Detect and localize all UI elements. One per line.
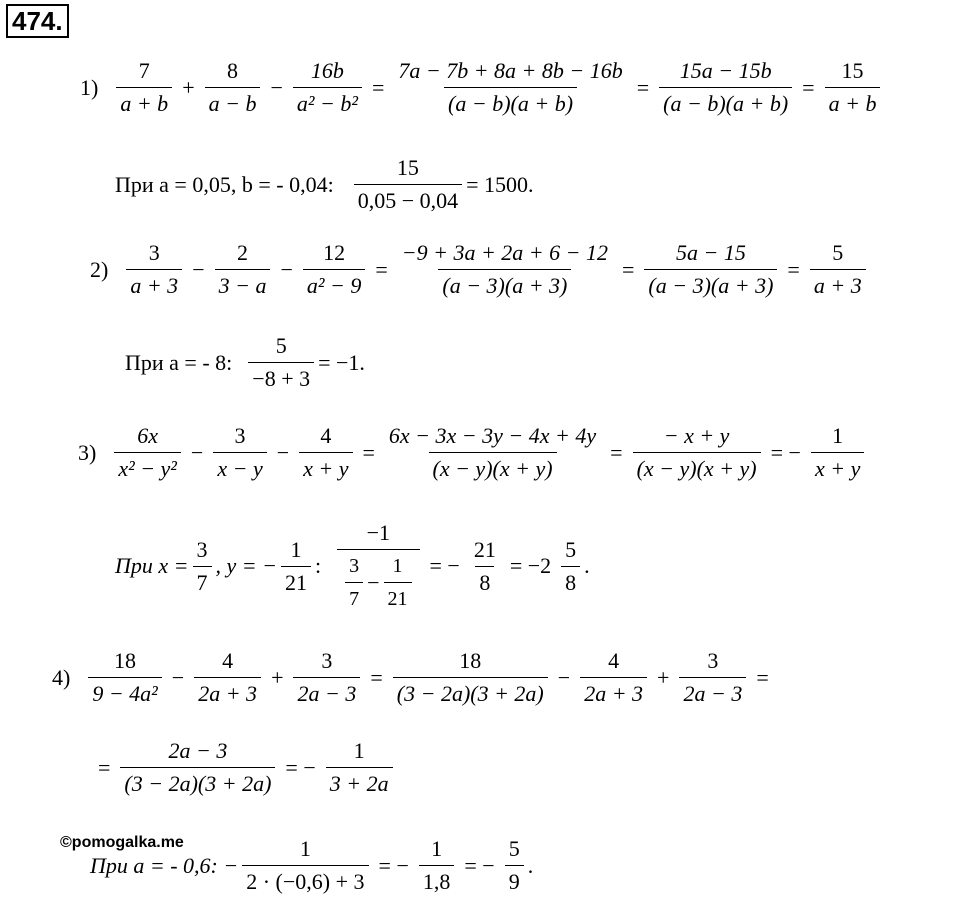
complex-fraction: −1 $\frac{3}{7}$ − $\frac{1}{21}$ (337, 520, 419, 612)
fraction: $\frac{5}{-8 + 3}$ (248, 333, 314, 392)
fraction: $\frac{5a - 15}{(a - 3)(a + 3)}$ (644, 240, 777, 299)
problem-2-label: 2) (90, 256, 109, 282)
problem-number: 474. (6, 4, 69, 38)
fraction: $\frac{2}{3 - a}$ (215, 240, 271, 299)
problem-4-continuation: = $\frac{2a - 3}{(3 - 2a)(3 + 2a)}$ = − $\frac{1}{3 + 2a}$ (92, 738, 397, 797)
fraction: $\frac{4}{2a + 3}$ (580, 648, 647, 707)
fraction: $\frac{1}{3 + 2a}$ (326, 738, 393, 797)
fraction: $\frac{4}{x + y}$ (299, 423, 352, 482)
eval-result: = −1. (318, 349, 365, 375)
fraction: $\frac{18}{(3 - 2a)(3 + 2a)}$ (393, 648, 548, 707)
fraction: $\frac{15}{a + b}$ (825, 58, 881, 117)
fraction: $\frac{3}{x - y}$ (213, 423, 266, 482)
fraction: $\frac{6x}{\text{x² − y²}}$ (114, 423, 181, 482)
fraction: $\frac{1}{x + y}$ (811, 423, 864, 482)
eval-prefix: При x = (115, 553, 189, 578)
problem-1-expression: 1) $\frac{7}{a + b}$ + $\frac{8}{a - b}$ − $\frac{16b}{\text{a² − b²}}$ = $\frac{7a - 7b + 8a + 8b - 16b}{(a - b)(a + b)}$ = $\frac{15a - 15b}{(a - b)(a + b)}$ = $\frac{15}{a + b}$ (80, 58, 884, 117)
fraction: $\frac{3}{2a - 3}$ (679, 648, 746, 707)
fraction: $\frac{6x - 3x - 3y - 4x + 4y}{(x - y)(x + y)}$ (388, 423, 597, 481)
fraction: $\frac{8}{a - b}$ (205, 58, 261, 117)
fraction: $\frac{7a - 7b + 8a + 8b - 16b}{(a - b)(a + b)}$ (398, 58, 623, 116)
problem-3-expression: 3) $\frac{6x}{\text{x² − y²}}$ − $\frac{3}{x - y}$ − $\frac{4}{x + y}$ = $\frac{6x - 3x - 3y - 4x + 4y}{(x - y)(x + y)}$ = $\frac{- x + y}{(x - y)(x + y)}$ = − $\frac{1}{x + y}$ (78, 423, 868, 482)
fraction: $\frac{7}{a + b}$ (116, 58, 172, 117)
watermark-text: ©pomogalka.me (60, 834, 184, 851)
fraction: $\frac{2a - 3}{(3 - 2a)(3 + 2a)}$ (120, 738, 275, 797)
fraction: $\frac{15a - 15b}{(a - b)(a + b)}$ (659, 58, 792, 117)
problem-3-evaluation: При x = $\frac{3}{7}$ , y = − $\frac{1}{21}$ : −1 $\frac{3}{7}$ − $\frac{1}{21}$ = − $\frac{21}{8}$ = −2 $\frac{5}{8}$ . (115, 520, 590, 610)
problem-4-label: 4) (52, 664, 71, 690)
problem-2-evaluation (125, 333, 365, 392)
problem-2-expression: 2) $\frac{3}{a + 3}$ − $\frac{2}{3 - a}$ − $\frac{12}{\text{a² − 9}}$ = $\frac{-9 + 3a + 2a + 6 - 12}{(a - 3)(a + 3)}$ = $\frac{5a - 15}{(a - 3)(a + 3)}$ = $\frac{5}{a + 3}$ (90, 240, 870, 299)
fraction: $\frac{15}{0,05 - 0,04}$ (354, 155, 462, 214)
fraction: $\frac{- x + y}{(x - y)(x + y)}$ (633, 423, 761, 482)
problem-3-label: 3) (78, 439, 97, 465)
fraction: $\frac{-9 + 3a + 2a + 6 - 12}{(a - 3)(a + 3)}$ (401, 240, 608, 298)
eval-result: = 1500. (466, 171, 534, 197)
fraction: $\frac{5}{a + 3}$ (810, 240, 866, 299)
fraction: $\frac{3}{a + 3}$ (126, 240, 182, 299)
fraction: $\frac{21}{8}$ (473, 536, 496, 595)
fraction: $\frac{16b}{\text{a² − b²}}$ (293, 58, 362, 117)
fraction: $\frac{1}{1,8}$ (419, 836, 455, 895)
problem-1-label: 1) (80, 74, 99, 100)
fraction: $\frac{3}{7}$ (193, 537, 212, 596)
fraction: $\frac{12}{\text{a² − 9}}$ (303, 240, 365, 299)
fraction: $\frac{4}{2a + 3}$ (194, 648, 261, 707)
fraction: $\frac{18}{\text{9 − 4a²}}$ (88, 648, 161, 707)
problem-4-evaluation: При a = - 0,6: − $\frac{1}{2 \cdot (-0,6) + 3}$ = − $\frac{1}{1,8}$ = − $\frac{5}{9}$ . (90, 836, 534, 894)
problem-1-evaluation (115, 155, 534, 214)
eval-prefix: При a = - 8: (125, 349, 233, 375)
eval-prefix: При a = 0,05, b = - 0,04: (115, 171, 334, 197)
fraction: $\frac{5}{9}$ (505, 836, 524, 895)
fraction: $\frac{1}{21}$ (281, 537, 311, 596)
problem-4-expression: 4) $\frac{18}{\text{9 − 4a²}}$ − $\frac{4}{2a + 3}$ + $\frac{3}{2a - 3}$ = $\frac{18}{(3 - 2a)(3 + 2a)}$ − $\frac{4}{2a + 3}$ + $\frac{3}{2a - 3}$ = (52, 648, 769, 706)
eval-prefix: При a = - 0,6: − (90, 852, 239, 878)
fraction: $\frac{1}{2 \cdot (-0,6) + 3}$ (242, 836, 368, 895)
fraction: $\frac{5}{8}$ (561, 537, 580, 596)
fraction: $\frac{3}{2a - 3}$ (293, 648, 360, 707)
